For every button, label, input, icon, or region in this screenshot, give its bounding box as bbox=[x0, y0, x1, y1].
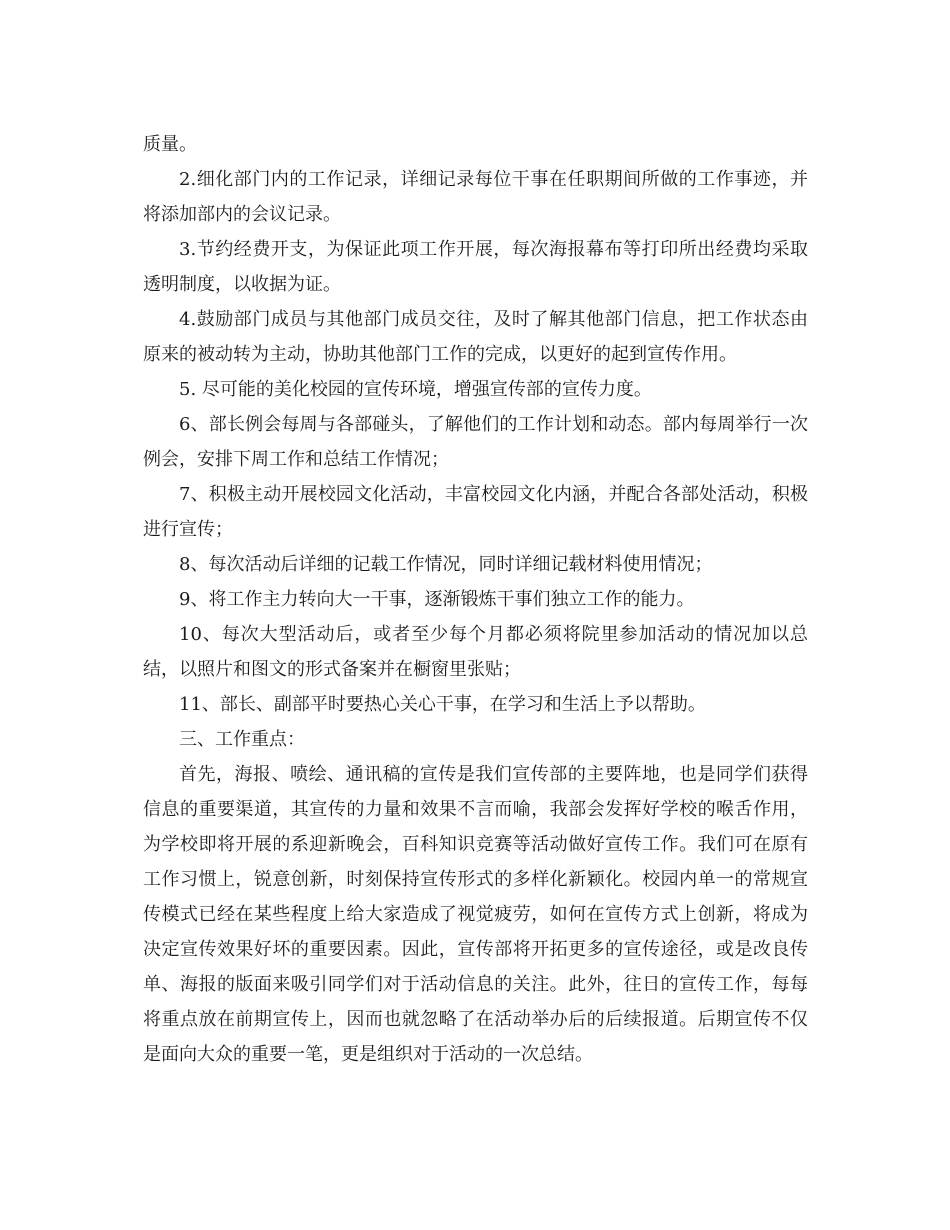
paragraph-item-4: 4.鼓励部门成员与其他部门成员交往，及时了解其他部门信息，把工作状态由原来的被动转为主动，协助其他部门工作的完成，以更好的起到宣传作用。 bbox=[143, 309, 808, 365]
paragraph-item-11: 11、部长、副部平时要热心关心干事，在学习和生活上予以帮助。 bbox=[179, 694, 706, 715]
paragraph-item-2: 2.细化部门内的工作记录，详细记录每位干事在任职期间所做的工作事迹，并将添加部内的会议记录。 bbox=[143, 169, 808, 225]
paragraph-item-6: 6、部长例会每周与各部碰头，了解他们的工作计划和动态。部内每周举行一次例会，安排下周工作和总结工作情况； bbox=[143, 414, 808, 470]
paragraph-item-10: 10、每次大型活动后，或者至少每个月都必须将院里参加活动的情况加以总结，以照片和图文的形式备案并在橱窗里张贴； bbox=[143, 624, 808, 680]
paragraph-item-5: 5. 尽可能的美化校园的宣传环境，增强宣传部的宣传力度。 bbox=[179, 379, 652, 400]
paragraph-item-8: 8、每次活动后详细的记载工作情况，同时详细记载材料使用情况； bbox=[179, 554, 713, 575]
document-body bbox=[143, 127, 808, 1072]
paragraph-continuation: 质量。 bbox=[143, 134, 197, 155]
paragraph-body: 首先，海报、喷绘、通讯稿的宣传是我们宣传部的主要阵地，也是同学们获得信息的重要渠道，其宣传的力量和效果不言而喻，我部会发挥好学校的喉舌作用，为学校即将开展的系迎新晚会，百科知识竞赛等活动做好宣传工作。我们可在原有工作习惯上，锐意创新，时刻保持宣传形式的多样化新颖化。校园内单一的常规宣传模式已经在某些程度上给大家造成了视觉疲劳，如何在宣传方式上创新，将成为决定宣传效果好坏的重要因素。因此，宣传部将开拓更多的宣传途径，或是改良传单、海报的版面来吸引同学们对于活动信息的关注。此外，往日的宣传工作，每每将重点放在前期宣传上，因而也就忽略了在活动举办后的后续报道。后期宣传不仅是面向大众的重要一笔，更是组织对于活动的一次总结。 bbox=[143, 764, 808, 1065]
paragraph-item-9: 9、将工作主力转向大一干事，逐渐锻炼干事们独立工作的能力。 bbox=[179, 589, 695, 610]
section-heading: 三、工作重点： bbox=[179, 729, 305, 750]
paragraph-item-7: 7、积极主动开展校园文化活动，丰富校园文化内涵，并配合各部处活动，积极进行宣传； bbox=[143, 484, 808, 540]
paragraph-item-3: 3.节约经费开支，为保证此项工作开展，每次海报幕布等打印所出经费均采取透明制度，以收据为证。 bbox=[143, 239, 808, 295]
